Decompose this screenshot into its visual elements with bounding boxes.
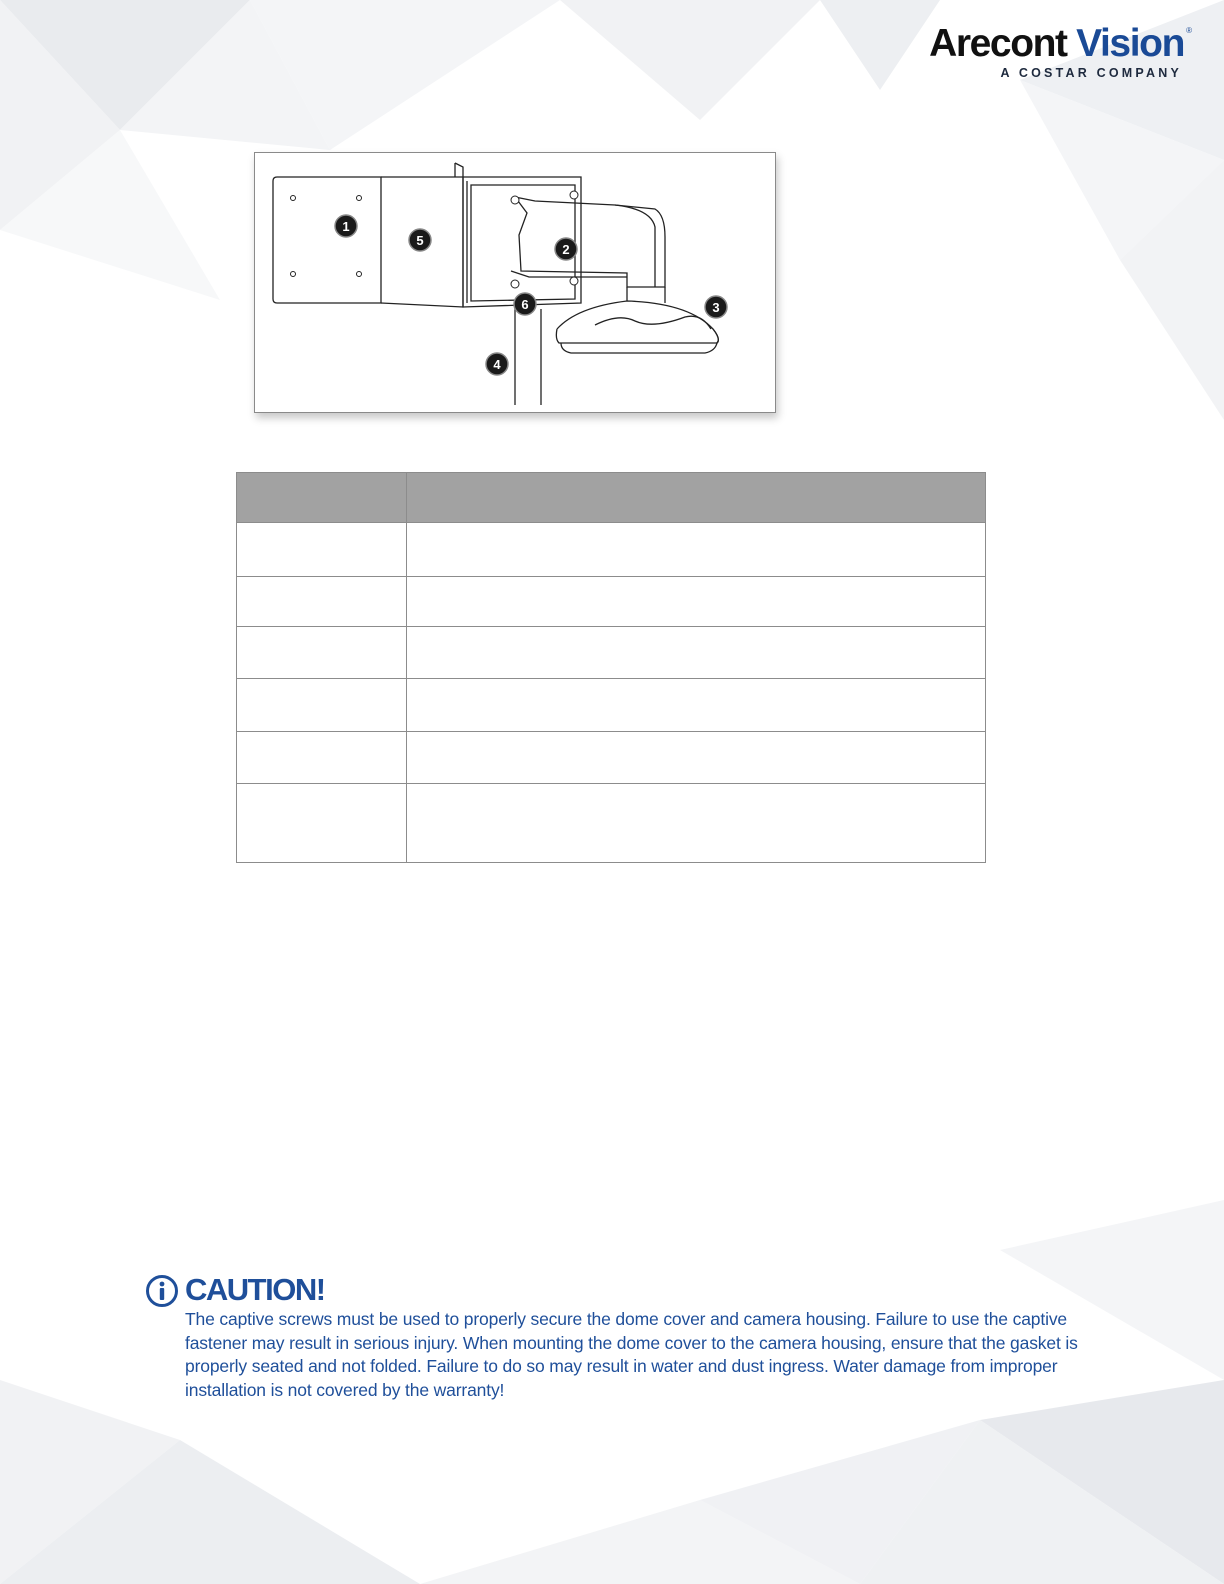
table-cell-number (237, 577, 407, 627)
callout-3-label: 3 (712, 300, 720, 315)
callout-4 (486, 353, 508, 375)
arecont-vision-logo (929, 20, 1204, 90)
callout-4-label: 4 (493, 357, 501, 372)
bracket-diagram (255, 153, 774, 411)
callout-5-label: 5 (416, 233, 424, 248)
dome-rim (561, 343, 717, 353)
table-cell-number (237, 784, 407, 863)
table-cell-number (237, 523, 407, 577)
logo-tagline: A COSTAR COMPANY (1000, 66, 1182, 80)
table-cell-description (407, 523, 986, 577)
table-cell-number (237, 679, 407, 732)
caution-title: CAUTION! (185, 1272, 325, 1307)
logo-word-arecont: Arecont (929, 22, 1067, 65)
table-cell-description (407, 679, 986, 732)
table-cell-description (407, 627, 986, 679)
table-row (237, 679, 986, 732)
caution-notice (145, 1272, 1085, 1402)
table-row (237, 577, 986, 627)
wall-plate-outline (273, 177, 381, 303)
header-cell-number (237, 473, 407, 523)
table-row (237, 523, 986, 577)
table-cell-number (237, 732, 407, 784)
callout-1 (335, 215, 357, 237)
table-cell-number (237, 627, 407, 679)
parts-table-header (237, 473, 986, 523)
table-row (237, 627, 986, 679)
callout-5 (409, 229, 431, 251)
caution-text: The captive screws must be used to properly secure the dome cover and camera housing. Failure to use the captive fastener may result in serious injury. When mounting the dome cover to the camera housing, ensure that the gasket is properly seated and not folded. Failure to do so may result in water and dust ingress. Water damage from improper installation is not covered by the warranty! (185, 1309, 1078, 1400)
logo-wordmark (929, 22, 1184, 66)
registered-mark: ® (1186, 26, 1192, 35)
caution-heading (145, 1272, 1085, 1308)
callout-3 (705, 296, 727, 318)
table-row (237, 732, 986, 784)
table-cell-description (407, 732, 986, 784)
table-cell-description (407, 577, 986, 627)
table-row (237, 784, 986, 863)
callout-2 (555, 238, 577, 260)
info-icon (145, 1274, 179, 1308)
logo-word-vision: Vision (1076, 22, 1184, 65)
parts-table (236, 472, 986, 863)
callout-2-label: 2 (562, 242, 570, 257)
callout-6 (514, 293, 536, 315)
bracket-diagram-figure (254, 152, 776, 413)
dome-band (556, 329, 718, 343)
callout-1-label: 1 (342, 219, 350, 234)
header-cell-description (407, 473, 986, 523)
callout-6-label: 6 (521, 297, 529, 312)
table-cell-description (407, 784, 986, 863)
